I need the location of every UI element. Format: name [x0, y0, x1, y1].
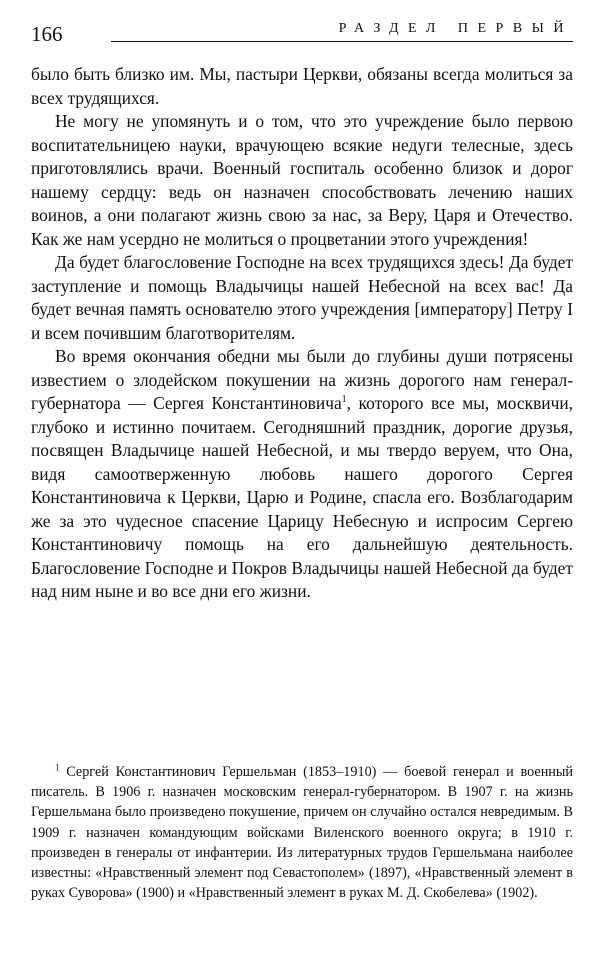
- paragraph-text: , которого все мы, москвичи, глубоко и истинно почитаем. Сегодняшний праздник, дорогие друзья, посвящен Владычице нашей Небесной, и мы твердо веруем, что Она, видя самоотверженную любовь нашего дорогого Сергея Константиновича к Церкви, Царю и Родине, спасла его. Возблагодарим же за это чудесное спасение Царицу Небесную и испросим Сергею Константиновичу помощь на его дальнейшую деятельность. Благословение Господне и Покров Владычицы нашей Небесной да будет над ним ныне и во все дни его жизни.: [31, 393, 573, 601]
- footnote-marker: 1: [55, 762, 60, 773]
- running-head: РАЗДЕЛ ПЕРВЫЙ: [111, 18, 573, 42]
- page-header: [31, 18, 573, 48]
- footnote: [31, 762, 573, 903]
- footnote-reference: 1: [341, 394, 347, 406]
- page-number: 166: [31, 22, 63, 46]
- paragraph: Да будет благословение Господне на всех трудящихся здесь! Да будет заступление и помощь Владычицы нашей Небесной на всех вас! Да будет вечная память основателю этого учреждения [императору] Петру I и всем почившим благотворителям.: [31, 252, 573, 343]
- paragraph: [31, 345, 573, 604]
- paragraph: было быть близко им. Мы, пастыри Церкви, обязаны всегда молиться за всех трудящихся.: [31, 64, 573, 108]
- footnotes: [31, 762, 573, 903]
- main-text: [31, 63, 573, 604]
- footnote-text: Сергей Константинович Гершельман (1853–1910) — боевой генерал и военный писатель. В 1906 г. назначен московским генерал-губернатором. В 1907 г. на жизнь Гершельмана было произведено покушение, причем он случайно остался невредимым. В 1909 г. назначен командующим войсками Виленского военного округа; в 1910 г. произведен в генералы от инфантерии. Из литературных трудов Гершельмана наиболее известны: «Нравственный элемент под Севастополем» (1897), «Нравственный элемент в руках Суворова» (1900) и «Нравственный элемент в руках М. Д. Скобелева» (1902).: [31, 764, 574, 902]
- paragraph-text: Во время окончания обедни мы были до глубины души потрясены известием о злодейском покушении на жизнь дорогого нам генерал-губернатора — Сергея Константиновича: [31, 346, 573, 413]
- paragraph: Не могу не упомянуть и о том, что это учреждение было первою воспитательницею науки, врачующею всякие недуги телесные, здесь приготовлялись врачи. Военный госпиталь особенно близок и дорог нашему сердцу: ведь он назначен способствовать лечению наших воинов, а они полагают жизнь свою за нас, за Веру, Царя и Отечество. Как же нам усердно не молиться о процветании этого учреждения!: [31, 111, 573, 249]
